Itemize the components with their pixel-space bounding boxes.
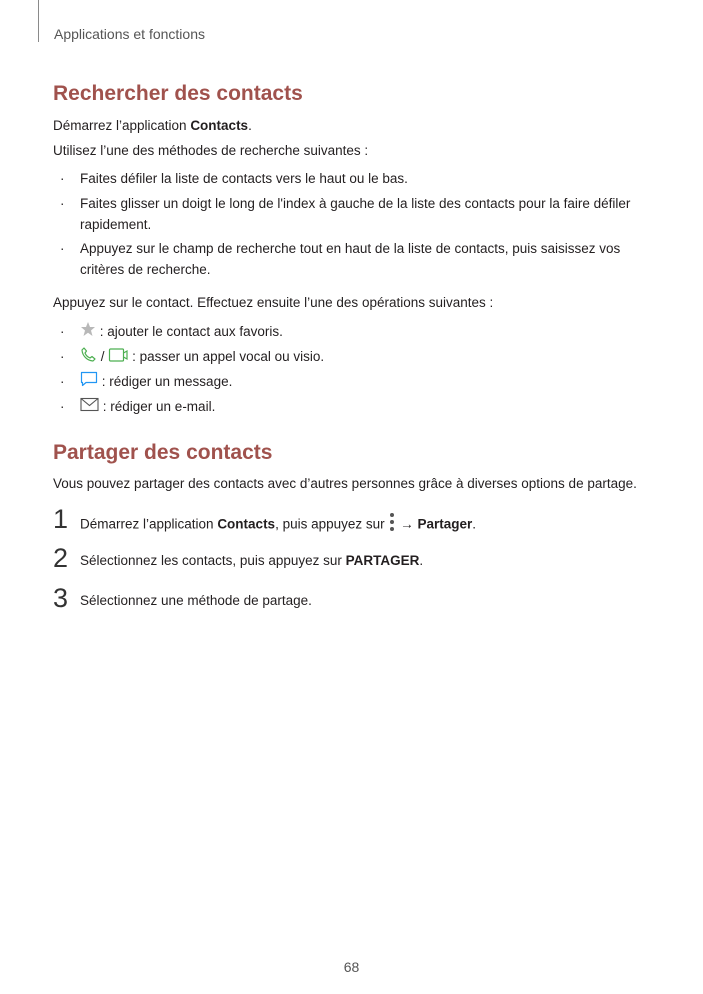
- more-options-icon: [388, 512, 396, 538]
- header-rule: [38, 0, 39, 42]
- section-title-share: Partager des contacts: [53, 441, 273, 464]
- header-title: Applications et fonctions: [54, 26, 205, 42]
- intro-paragraph: Démarrez l’application Contacts.: [53, 118, 252, 133]
- star-icon: [80, 321, 96, 343]
- step-3: 3 Sélectionnez une méthode de partage.: [53, 583, 312, 613]
- phone-icon: [80, 346, 97, 369]
- methods-intro: Utilisez l’une des méthodes de recherche suivantes :: [53, 143, 369, 158]
- section-title-search: Rechercher des contacts: [53, 82, 303, 105]
- step-1: 1 Démarrez l’application Contacts, puis appuyez sur → Partager.: [53, 508, 653, 538]
- video-call-icon: [108, 347, 128, 369]
- step-2: 2 Sélectionnez les contacts, puis appuyez sur PARTAGER.: [53, 543, 424, 573]
- share-intro: Vous pouvez partager des contacts avec d’autres personnes grâce à diverses options de partage.: [53, 476, 637, 491]
- page-number: 68: [343, 959, 360, 975]
- email-icon: [80, 397, 99, 418]
- operations-intro: Appuyez sur le contact. Effectuez ensuite l’une des opérations suivantes :: [53, 295, 494, 310]
- message-icon: [80, 371, 98, 393]
